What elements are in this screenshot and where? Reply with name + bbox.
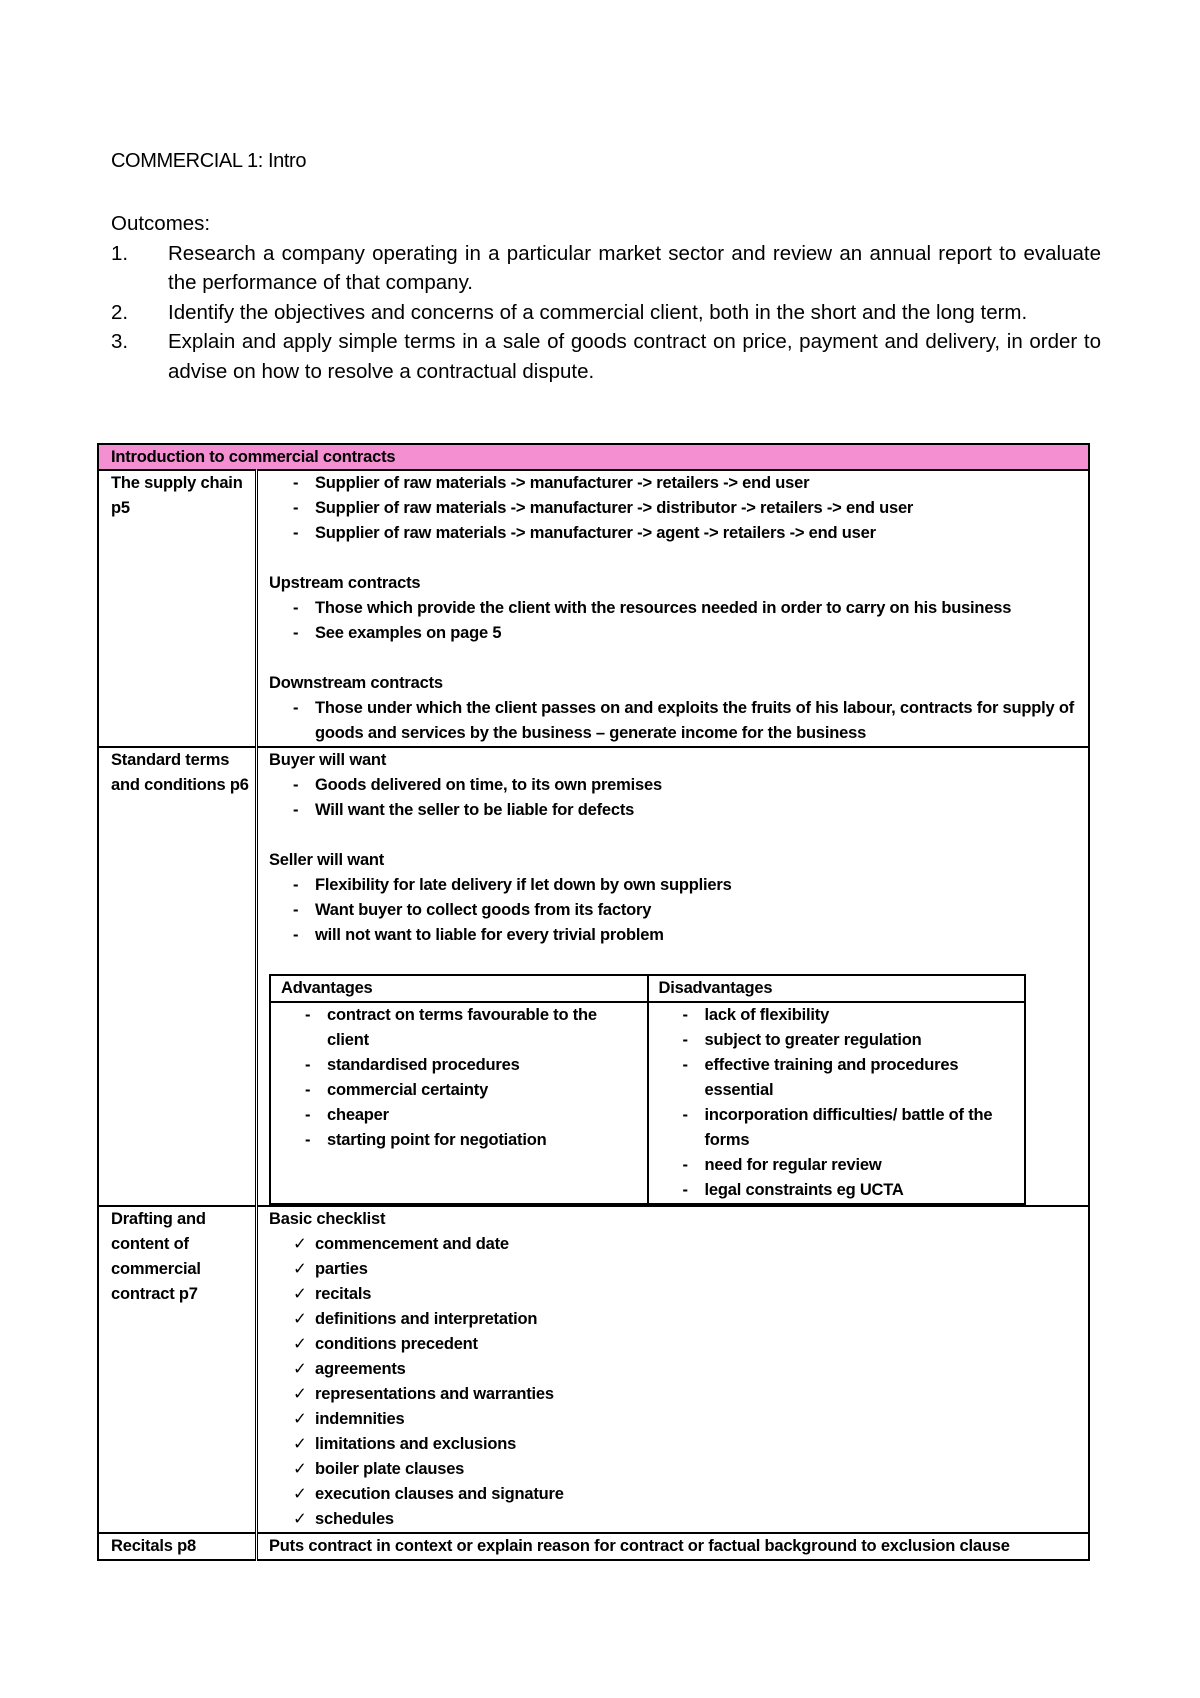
checklist-text: parties	[315, 1260, 368, 1278]
outcome-number: 2.	[111, 300, 129, 324]
advantages-list	[281, 1003, 641, 1153]
list-item: - will not want to liable for every trivial problem	[293, 923, 1082, 948]
checkmark-icon: ✓	[293, 1335, 307, 1353]
advantages-disadvantages-table	[269, 974, 1026, 1205]
list-item: - standardised procedures	[305, 1053, 641, 1078]
list-item: - Supplier of raw materials -> manufacturer -> agent -> retailers -> end user	[293, 521, 1082, 546]
list-item: - Flexibility for late delivery if let down by own suppliers	[293, 873, 1082, 898]
checklist	[269, 1232, 1082, 1532]
checkmark-icon: ✓	[293, 1410, 307, 1428]
list-item: - legal constraints eg UCTA	[683, 1178, 1019, 1203]
outcome-item	[111, 327, 1101, 386]
row-label-recitals: Recitals p8	[98, 1533, 257, 1560]
table-row	[98, 747, 1089, 1206]
table-header-row	[98, 444, 1089, 470]
checkmark-icon: ✓	[293, 1460, 307, 1478]
checkmark-icon: ✓	[293, 1510, 307, 1528]
outcome-number: 3.	[111, 330, 129, 353]
list-item: - Goods delivered on time, to its own premises	[293, 773, 1082, 798]
downstream-heading: Downstream contracts	[269, 674, 443, 692]
checklist-text: boiler plate clauses	[315, 1460, 465, 1478]
checklist-item	[293, 1282, 1082, 1307]
checklist-text: conditions precedent	[315, 1335, 478, 1353]
list-item: - subject to greater regulation	[683, 1028, 1019, 1053]
list-item: - need for regular review	[683, 1153, 1019, 1178]
upstream-list	[269, 596, 1082, 646]
checkmark-icon: ✓	[293, 1385, 307, 1403]
checklist-item	[293, 1332, 1082, 1357]
checkmark-icon: ✓	[293, 1285, 307, 1303]
outcome-item	[111, 298, 1101, 328]
checklist-text: representations and warranties	[315, 1385, 554, 1403]
checklist-text: definitions and interpretation	[315, 1310, 538, 1328]
checklist-item	[293, 1382, 1082, 1407]
row-content-recitals: Puts contract in context or explain reason for contract or factual background to exclusion clause	[257, 1533, 1090, 1560]
list-item: - See examples on page 5	[293, 621, 1082, 646]
row-content-drafting	[257, 1206, 1090, 1533]
checklist-item	[293, 1257, 1082, 1282]
checkmark-icon: ✓	[293, 1485, 307, 1503]
checklist-text: limitations and exclusions	[315, 1435, 517, 1453]
row-content-standard-terms	[257, 747, 1090, 1206]
seller-list	[269, 873, 1082, 948]
disadvantages-list	[659, 1003, 1019, 1203]
inner-header-row	[270, 975, 1025, 1002]
list-item: - effective training and procedures essential	[683, 1053, 1019, 1103]
row-content-supply-chain	[257, 470, 1090, 747]
list-item: - Supplier of raw materials -> manufacturer -> distributor -> retailers -> end user	[293, 496, 1082, 521]
checklist-text: indemnities	[315, 1410, 405, 1428]
checkmark-icon: ✓	[293, 1435, 307, 1453]
seller-heading: Seller will want	[269, 851, 385, 869]
list-item: - Want buyer to collect goods from its factory	[293, 898, 1082, 923]
checklist-item	[293, 1357, 1082, 1382]
checklist-item	[293, 1457, 1082, 1482]
disadvantages-heading: Disadvantages	[648, 975, 1026, 1002]
checklist-text: agreements	[315, 1360, 406, 1378]
checkmark-icon: ✓	[293, 1310, 307, 1328]
list-item: - cheaper	[305, 1103, 641, 1128]
outcome-text: Identify the objectives and concerns of a commercial client, both in the short and the long term.	[168, 300, 1028, 324]
table-row	[98, 470, 1089, 747]
checklist-text: commencement and date	[315, 1235, 509, 1253]
table-row	[98, 1533, 1089, 1560]
outcomes-list	[111, 239, 1101, 387]
checkmark-icon: ✓	[293, 1360, 307, 1378]
inner-content-row	[270, 1002, 1025, 1204]
document-title: COMMERCIAL 1: Intro	[111, 150, 307, 172]
outcome-number: 1.	[111, 241, 129, 265]
checkmark-icon: ✓	[293, 1260, 307, 1278]
disadvantages-cell	[648, 1002, 1026, 1204]
checkmark-icon: ✓	[293, 1235, 307, 1253]
table-header: Introduction to commercial contracts	[98, 444, 1089, 470]
checklist-item	[293, 1407, 1082, 1432]
buyer-list	[269, 773, 1082, 823]
list-item: - Those which provide the client with the resources needed in order to carry on his business	[293, 596, 1082, 621]
row-label-supply-chain: The supply chain p5	[98, 470, 257, 747]
list-item: - Will want the seller to be liable for defects	[293, 798, 1082, 823]
downstream-list	[269, 696, 1082, 746]
commercial-contracts-table	[97, 443, 1090, 1561]
checklist-text: execution clauses and signature	[315, 1485, 564, 1503]
list-item: - lack of flexibility	[683, 1003, 1019, 1028]
list-item: - contract on terms favourable to the client	[305, 1003, 641, 1053]
row-label-standard-terms: Standard terms and conditions p6	[98, 747, 257, 1206]
checklist-item	[293, 1232, 1082, 1257]
supply-chain-list	[269, 471, 1082, 546]
upstream-heading: Upstream contracts	[269, 574, 421, 592]
outcome-text: Explain and apply simple terms in a sale of goods contract on price, payment and delivery, in order to advise on how to resolve a contractual dispute.	[168, 330, 1101, 383]
outcome-text: Research a company operating in a particular market sector and review an annual report to evaluate the performance of that company.	[168, 241, 1101, 294]
advantages-heading: Advantages	[270, 975, 648, 1002]
outcomes-section	[111, 209, 1101, 386]
advantages-cell	[270, 1002, 648, 1204]
list-item: - Those under which the client passes on and exploits the fruits of his labour, contracts for supply of goods and services by the business – generate income for the business	[293, 696, 1082, 746]
list-item: - starting point for negotiation	[305, 1128, 641, 1153]
outcomes-heading: Outcomes:	[111, 212, 211, 235]
outcome-item	[111, 239, 1101, 298]
list-item: - incorporation difficulties/ battle of the forms	[683, 1103, 1019, 1153]
checklist-item	[293, 1482, 1082, 1507]
checklist-item	[293, 1507, 1082, 1532]
row-label-drafting: Drafting and content of commercial contract p7	[98, 1206, 257, 1533]
checklist-text: schedules	[315, 1510, 394, 1528]
table-row	[98, 1206, 1089, 1533]
buyer-heading: Buyer will want	[269, 751, 387, 769]
list-item: - commercial certainty	[305, 1078, 641, 1103]
checklist-text: recitals	[315, 1285, 372, 1303]
checklist-item	[293, 1307, 1082, 1332]
list-item: - Supplier of raw materials -> manufacturer -> retailers -> end user	[293, 471, 1082, 496]
checklist-heading: Basic checklist	[269, 1210, 386, 1228]
checklist-item	[293, 1432, 1082, 1457]
